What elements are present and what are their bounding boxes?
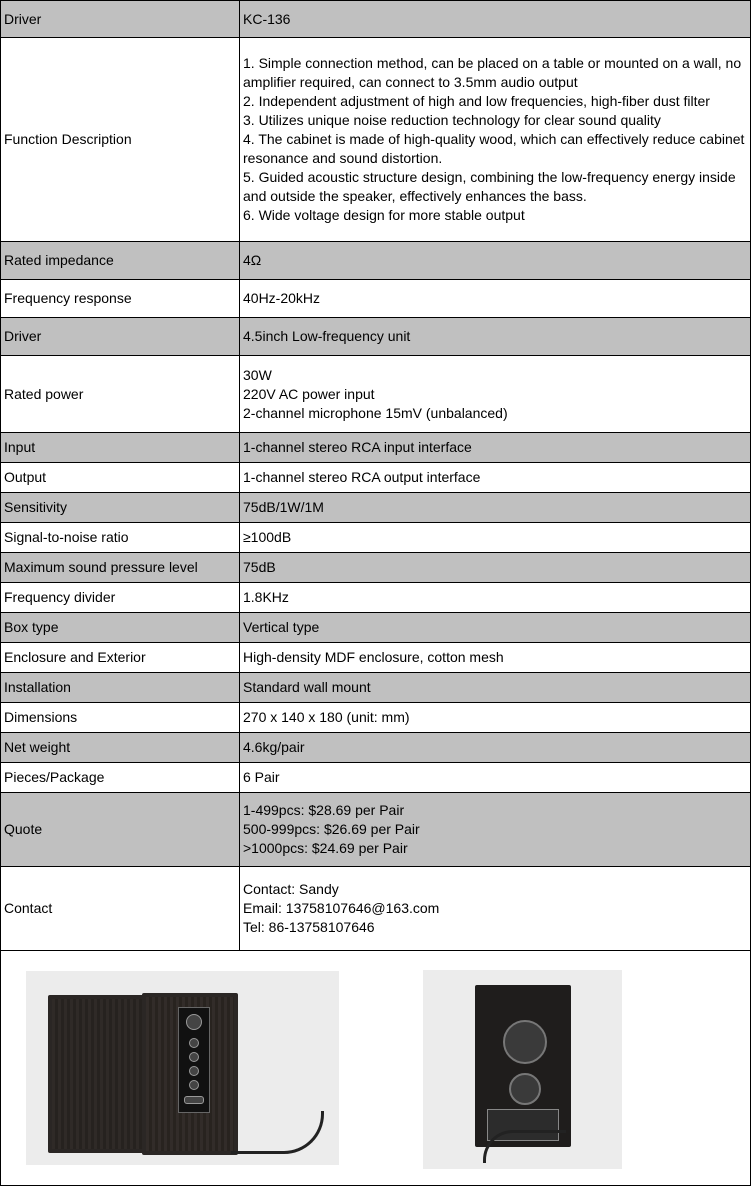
spec-label: Driver — [1, 1, 240, 38]
power-cable — [483, 1130, 566, 1163]
spec-label: Rated power — [1, 356, 240, 433]
spec-row-snr — [1, 523, 751, 553]
spec-label: Driver — [1, 318, 240, 356]
logo-plate — [184, 1096, 204, 1104]
spec-row-dimensions — [1, 703, 751, 733]
spec-value: 1-channel stereo RCA input interface — [240, 433, 751, 463]
spec-label: Signal-to-noise ratio — [1, 523, 240, 553]
knob — [189, 1080, 199, 1090]
spec-label: Installation — [1, 673, 240, 703]
spec-value: 6 Pair — [240, 763, 751, 793]
spec-value: Vertical type — [240, 613, 751, 643]
spec-label: Input — [1, 433, 240, 463]
speaker-pair-front-photo — [26, 971, 339, 1165]
spec-label: Dimensions — [1, 703, 240, 733]
spec-row-frequency-divider — [1, 583, 751, 613]
output-terminal — [509, 1073, 541, 1105]
spec-value: 75dB — [240, 553, 751, 583]
spec-label: Frequency divider — [1, 583, 240, 613]
control-panel — [178, 1007, 210, 1113]
spec-row-max-spl — [1, 553, 751, 583]
knob — [189, 1066, 199, 1076]
spec-row-rated-power — [1, 356, 751, 433]
spec-row-output — [1, 463, 751, 493]
volume-knob — [186, 1014, 202, 1030]
spec-label: Net weight — [1, 733, 240, 763]
spec-row-quote — [1, 793, 751, 867]
input-terminal — [503, 1020, 547, 1064]
spec-value — [240, 356, 751, 433]
spec-value: 4.6kg/pair — [240, 733, 751, 763]
spec-label: Rated impedance — [1, 242, 240, 280]
spec-row-function-description — [1, 38, 751, 242]
product-photos — [0, 951, 751, 1186]
spec-row-driver-unit — [1, 318, 751, 356]
function-line: 6. Wide voltage design for more stable output — [243, 207, 525, 223]
quote-line: >1000pcs: $24.69 per Pair — [243, 840, 408, 856]
speaker-back — [475, 985, 571, 1147]
spec-row-contact — [1, 867, 751, 951]
contact-email: Email: 13758107646@163.com — [243, 900, 440, 916]
knob — [189, 1052, 199, 1062]
spec-row-box-type — [1, 613, 751, 643]
spec-value — [240, 38, 751, 242]
spec-value: High-density MDF enclosure, cotton mesh — [240, 643, 751, 673]
function-line: 5. Guided acoustic structure design, combining the low-frequency energy inside and outside the speaker, effectively enhances the bass. — [243, 169, 736, 204]
spec-value: ≥100dB — [240, 523, 751, 553]
spec-label: Pieces/Package — [1, 763, 240, 793]
spec-row-installation — [1, 673, 751, 703]
function-line: 3. Utilizes unique noise reduction technology for clear sound quality — [243, 112, 661, 128]
spec-value — [240, 793, 751, 867]
spec-row-pieces-package — [1, 763, 751, 793]
spec-value — [240, 867, 751, 951]
spec-value: 4Ω — [240, 242, 751, 280]
function-line: 1. Simple connection method, can be placed on a table or mounted on a wall, no amplifier required, can connect to 3.5mm audio output — [243, 55, 742, 90]
power-line: 2-channel microphone 15mV (unbalanced) — [243, 404, 508, 421]
power-cable — [231, 1111, 324, 1154]
spec-value: 40Hz-20kHz — [240, 280, 751, 318]
speaker-back-photo — [423, 970, 622, 1169]
spec-row-rated-impedance — [1, 242, 751, 280]
spec-row-sensitivity — [1, 493, 751, 523]
spec-row-net-weight — [1, 733, 751, 763]
spec-label: Frequency response — [1, 280, 240, 318]
spec-label: Box type — [1, 613, 240, 643]
function-line: 4. The cabinet is made of high-quality wood, which can effectively reduce cabinet resonance and sound distortion. — [243, 131, 745, 166]
spec-value: KC-136 — [240, 1, 751, 38]
spec-label: Quote — [1, 793, 240, 867]
knob — [189, 1038, 199, 1048]
power-line: 220V AC power input — [243, 385, 375, 402]
spec-value: 4.5inch Low-frequency unit — [240, 318, 751, 356]
spec-row-frequency-response — [1, 280, 751, 318]
spec-value: 1.8KHz — [240, 583, 751, 613]
quote-line: 1-499pcs: $28.69 per Pair — [243, 802, 405, 818]
spec-value: 270 x 140 x 180 (unit: mm) — [240, 703, 751, 733]
contact-tel: Tel: 86-13758107646 — [243, 919, 375, 935]
spec-row-enclosure — [1, 643, 751, 673]
left-speaker — [48, 995, 147, 1153]
spec-label: Sensitivity — [1, 493, 240, 523]
spec-label: Function Description — [1, 38, 240, 242]
contact-name: Contact: Sandy — [243, 881, 339, 897]
spec-value: Standard wall mount — [240, 673, 751, 703]
spec-label: Contact — [1, 867, 240, 951]
spec-label: Maximum sound pressure level — [1, 553, 240, 583]
quote-line: 500-999pcs: $26.69 per Pair — [243, 821, 420, 837]
spec-label: Enclosure and Exterior — [1, 643, 240, 673]
spec-value: 75dB/1W/1M — [240, 493, 751, 523]
spec-row-driver — [1, 1, 751, 38]
power-line: 30W — [243, 366, 272, 383]
spec-label: Output — [1, 463, 240, 493]
spec-value: 1-channel stereo RCA output interface — [240, 463, 751, 493]
function-line: 2. Independent adjustment of high and low frequencies, high-fiber dust filter — [243, 93, 710, 109]
spec-row-input — [1, 433, 751, 463]
